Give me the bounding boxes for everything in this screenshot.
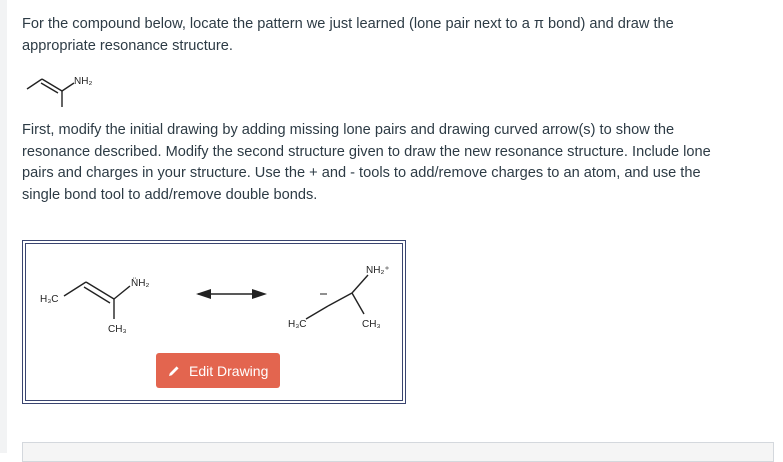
left-edge-bar bbox=[0, 0, 7, 453]
instructions-line-4: single bond tool to add/remove double bonds. bbox=[22, 186, 318, 203]
edit-drawing-label: Edit Drawing bbox=[189, 362, 269, 379]
question-line-2: appropriate resonance structure. bbox=[22, 38, 233, 54]
right-ch3-label: CH₃ bbox=[362, 319, 381, 330]
resonance-arrow-right-head bbox=[252, 289, 267, 299]
drawing-panel-inner bbox=[25, 243, 403, 401]
pencil-icon bbox=[168, 365, 180, 377]
instructions-line-3: pairs and charges in your structure. Use the + and - tools to add/remove charges to an atom, and use the bbox=[22, 165, 701, 181]
drawing-panel bbox=[22, 240, 406, 404]
bond bbox=[27, 79, 42, 89]
nh2-label: NH₂ bbox=[74, 76, 93, 87]
left-ch3-label: CH₃ bbox=[108, 324, 127, 335]
small-molecule-image bbox=[22, 68, 102, 108]
bond-to-n bbox=[62, 83, 74, 91]
instructions-text bbox=[22, 120, 772, 206]
double-bond bbox=[41, 83, 58, 93]
instructions-line-1: First, modify the initial drawing by adding missing lone pairs and drawing curved arrow(s) to show the bbox=[22, 122, 675, 138]
left-h3c-label: H₃C bbox=[40, 294, 59, 305]
resonance-arrow-left-head bbox=[196, 289, 211, 299]
right-bond-2 bbox=[328, 293, 352, 306]
right-bond-1 bbox=[306, 306, 328, 319]
left-nh2-label: N̈H₂ bbox=[131, 278, 150, 289]
question-line-1: For the compound below, locate the pattern we just learned (lone pair next to a π bond) and draw the bbox=[22, 16, 674, 32]
right-methyl-bond bbox=[352, 293, 364, 314]
edit-drawing-button[interactable] bbox=[156, 353, 280, 388]
right-nh2-label: NH₂⁺ bbox=[366, 265, 390, 276]
answer-box[interactable] bbox=[22, 442, 774, 462]
question-text bbox=[22, 13, 767, 57]
left-bond-to-n bbox=[114, 286, 130, 299]
left-bond-1 bbox=[64, 282, 86, 296]
right-h3c-label: H₃C bbox=[288, 319, 307, 330]
instructions-line-2: resonance described. Modify the second structure given to draw the new resonance structure. Include lone bbox=[22, 143, 711, 160]
right-bond-to-n bbox=[352, 275, 368, 293]
